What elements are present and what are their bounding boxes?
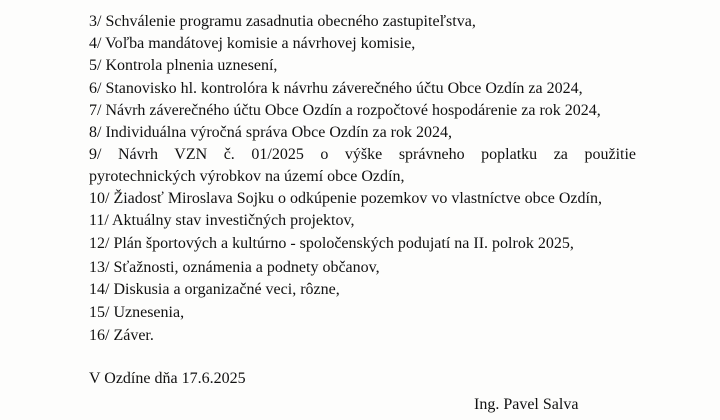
agenda-item-6: 6/ Stanovisko hl. kontrolóra k návrhu záverečného účtu Obce Ozdín za 2024, — [89, 80, 583, 97]
agenda-item-5: 5/ Kontrola plnenia uznesení, — [89, 57, 278, 74]
agenda-item-11: 11/ Aktuálny stav investičných projektov, — [89, 212, 355, 229]
agenda-item-9-continuation: pyrotechnických výrobkov na území obce Ozdín, — [89, 168, 405, 185]
agenda-item-13: 13/ Sťažnosti, oznámenia a podnety občanov, — [89, 259, 380, 276]
agenda-item-7: 7/ Návrh záverečného účtu Obce Ozdín a rozpočtové hospodárenie za rok 2024, — [89, 102, 601, 119]
signatory-name: Ing. Pavel Salva — [474, 396, 579, 413]
agenda-item-16: 16/ Záver. — [89, 327, 154, 344]
agenda-item-10: 10/ Žiadosť Miroslava Sojku o odkúpenie pozemkov vo vlastníctve obce Ozdín, — [89, 190, 602, 207]
agenda-item-14: 14/ Diskusia a organizačné veci, rôzne, — [89, 281, 340, 298]
place-and-date: V Ozdíne dňa 17.6.2025 — [89, 370, 246, 387]
agenda-item-12: 12/ Plán športových a kultúrno - spoločenských podujatí na II. polrok 2025, — [89, 235, 574, 252]
agenda-item-8: 8/ Individuálna výročná správa Obce Ozdín za rok 2024, — [89, 124, 452, 141]
agenda-item-3: 3/ Schválenie programu zasadnutia obecného zastupiteľstva, — [89, 13, 476, 30]
agenda-item-9: 9/ Návrh VZN č. 01/2025 o výške správneho poplatku za použitie — [89, 146, 636, 163]
agenda-item-4: 4/ Voľba mandátovej komisie a návrhovej komisie, — [89, 35, 416, 52]
agenda-item-15: 15/ Uznesenia, — [89, 304, 185, 321]
